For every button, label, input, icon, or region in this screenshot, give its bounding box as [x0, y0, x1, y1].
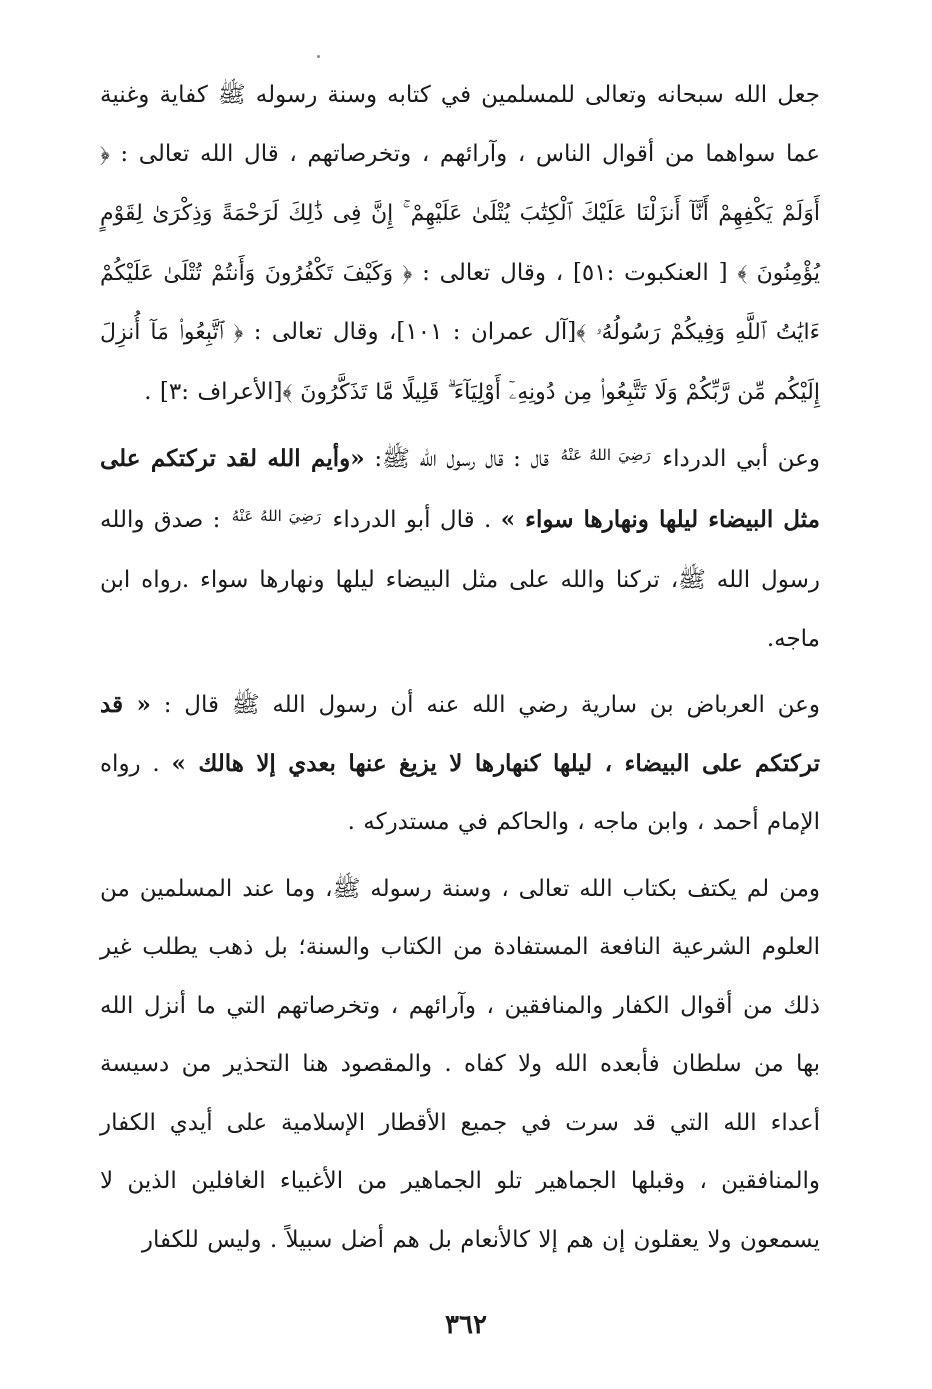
- paragraph-4: [100, 860, 820, 1270]
- honorific-radiallahu-anhu-2: رَضِيَ اللهُ عَنْهُ: [231, 506, 322, 525]
- paragraph-1-intro: جعل الله سبحانه وتعالى للمسلمين في كتابه وسنة رسوله ﷺ كفاية وغنية عما سواهما من أقوال الناس ، وآرائهم ، وتخرصاتهم ، قال الله تعالى :: [100, 82, 820, 167]
- quran-verse-al-imran: ﴿ وَكَيْفَ تَكْفُرُونَ وَأَنتُمْ تُتْلَىٰ عَلَيْكُمْ ءَايَٰتُ ٱللَّهِ وَفِيكُمْ رَسُولُهُۥ ﴾: [100, 260, 821, 345]
- paragraph-2-continuation: . قال أبو الدرداء: [323, 506, 501, 533]
- paragraph-2-narration: قال : قال رسول الله ﷺ:: [364, 446, 559, 472]
- paragraph-4-text: ومن لم يكتف بكتاب الله تعالى ، وسنة رسوله ﷺ، وما عند المسلمين من العلوم الشرعية النافعة المستفادة من الكتاب والسنة؛ بل ذهب يطلب غير ذلك من أقوال الكفار والمنافقين ، وآرائهم ، وتخرصاتهم التي ما أنزل الله بها من سلطان فأبعده الله ولا كفاه . والمقصود هنا التحذير من دسيسة أعداء الله التي قد سرت في جميع الأقطار الإسلامية على أيدي الكفار والمنافقين ، وقبلها الجماهير تلو الجماهير من الأغبياء الغافلين الذين لا يسمعون ولا يعقلون إن هم إلا كالأنعام بل هم أضل سبيلاً . وليس للكفار: [100, 875, 820, 1253]
- paragraph-1: [100, 66, 820, 422]
- quran-verse-ankabut: ﴿ أَوَلَمْ يَكْفِهِمْ أَنَّآ أَنزَلْنَا عَلَيْكَ ٱلْكِتَٰبَ يُتْلَىٰ عَلَيْهِمْ ۚ إِنَّ فِى ذَٰلِكَ لَرَحْمَةً وَذِكْرَىٰ لِقَوْمٍ يُؤْمِنُونَ ﴾: [100, 141, 821, 286]
- paragraph-2-ending: : صدق والله رسول الله ﷺ، تركنا والله على مثل البيضاء ليلها ونهارها سواء .رواه ابن ماجه.: [100, 506, 820, 652]
- verse-reference-ankabut: [ العنكبوت :٥١] ، وقال تعالى :: [412, 259, 738, 286]
- paragraph-3-source: . رواه الإمام أحمد ، وابن ماجه ، والحاكم في مستدركه .: [100, 750, 820, 835]
- quran-verse-araf: ﴿ ٱتَّبِعُوا۟ مَآ أُنزِلَ إِلَيْكُم مِّن رَّبِّكُمْ وَلَا تَتَّبِعُوا۟ مِن دُونِهِۦٓ أَوْلِيَآءَ ۗ قَلِيلًا مَّا تَذَكَّرُونَ ﴾: [100, 320, 820, 405]
- hadith-text-irbad: « قد تركتكم على البيضاء ، ليلها كنهارها لا يزيغ عنها بعدي إلا هالك »: [100, 691, 820, 777]
- honorific-radiallahu-anhu: رَضِيَ اللهُ عَنْهُ: [560, 446, 651, 464]
- paragraph-2-intro: وعن أبي الدرداء: [652, 446, 820, 472]
- paragraph-3: [100, 676, 820, 852]
- page-number: ٣٦٢: [445, 1310, 487, 1340]
- verse-reference-araf: [الأعراف :٣] .: [144, 378, 283, 405]
- paragraph-3-intro: وعن العرباض بن سارية رضي الله عنه أن رسول الله ﷺ قال :: [150, 692, 820, 718]
- hadith-text-abu-darda: «وأيم الله لقد تركتكم على مثل البيضاء ليلها ونهارها سواء »: [100, 445, 820, 533]
- paragraph-2: [100, 430, 820, 668]
- verse-reference-al-imran: [آل عمران : ١٠١]، وقال تعالى :: [243, 319, 577, 345]
